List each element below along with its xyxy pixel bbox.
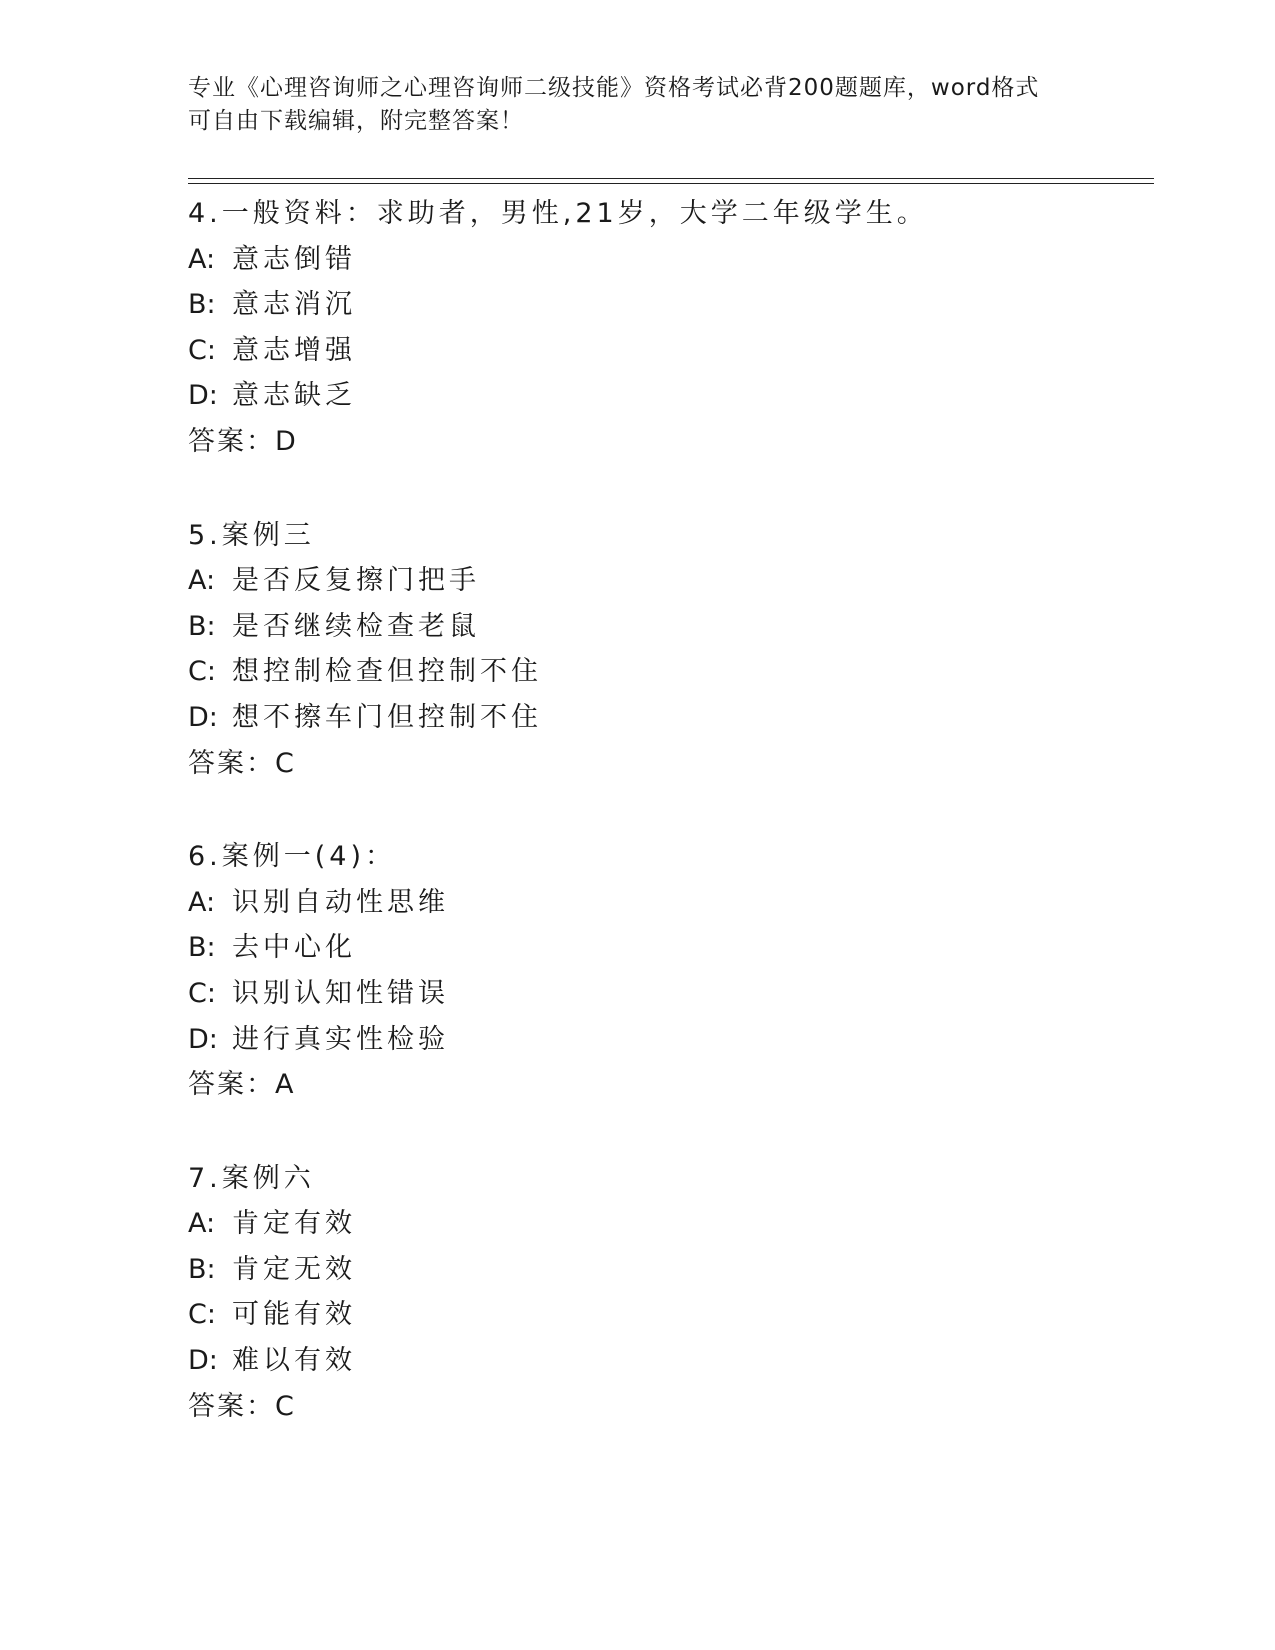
option-d [188, 1338, 1148, 1384]
header-divider-bottom [188, 183, 1154, 184]
option-text: 想不擦车门但控制不住 [232, 701, 542, 733]
option-letter: B: [188, 1253, 216, 1285]
header-line-2: 可自由下载编辑，附完整答案！ [188, 108, 524, 134]
option-a [188, 558, 1148, 604]
option-letter: A: [188, 1208, 216, 1240]
question-6 [188, 834, 1148, 1108]
option-c [188, 328, 1148, 374]
answer-line: 答案：C [188, 747, 296, 779]
option-letter: D: [188, 380, 218, 412]
question-7 [188, 1156, 1148, 1430]
question-stem: 6.案例一(4)： [188, 841, 397, 873]
header-divider-top [188, 178, 1154, 179]
option-text: 进行真实性检验 [232, 1023, 449, 1055]
option-text: 意志缺乏 [232, 380, 356, 412]
option-text: 意志增强 [232, 334, 356, 366]
option-letter: D: [188, 1023, 218, 1055]
question-list [188, 191, 1148, 1477]
answer-line: 答案：D [188, 425, 298, 457]
option-b [188, 925, 1148, 971]
option-text: 是否继续检查老鼠 [232, 610, 480, 642]
option-text: 意志倒错 [232, 243, 356, 275]
question-5 [188, 513, 1148, 787]
option-d [188, 695, 1148, 741]
option-a [188, 237, 1148, 283]
option-letter: B: [188, 610, 216, 642]
option-text: 识别认知性错误 [232, 977, 449, 1009]
option-text: 意志消沉 [232, 289, 356, 321]
option-b [188, 1247, 1148, 1293]
option-b [188, 604, 1148, 650]
option-letter: C: [188, 656, 216, 688]
answer-line: 答案：A [188, 1069, 296, 1101]
answer-line: 答案：C [188, 1390, 296, 1422]
option-letter: A: [188, 243, 216, 275]
header-line-1: 专业《心理咨询师之心理咨询师二级技能》资格考试必背200题题库，word格式 [188, 75, 1040, 101]
option-text: 难以有效 [232, 1345, 356, 1377]
question-stem: 4.一般资料：求助者，男性,21岁，大学二年级学生。 [188, 198, 928, 229]
option-c [188, 1292, 1148, 1338]
option-letter: D: [188, 1345, 218, 1377]
question-stem: 5.案例三 [188, 519, 315, 551]
option-letter: B: [188, 932, 216, 964]
option-letter: D: [188, 701, 218, 733]
option-text: 识别自动性思维 [232, 886, 449, 918]
option-d [188, 1017, 1148, 1063]
option-letter: C: [188, 334, 216, 366]
question-4 [188, 191, 1148, 465]
option-text: 肯定无效 [232, 1253, 356, 1285]
option-a [188, 1201, 1148, 1247]
option-text: 去中心化 [232, 932, 356, 964]
option-text: 想控制检查但控制不住 [232, 656, 542, 688]
option-d [188, 373, 1148, 419]
option-text: 是否反复擦门把手 [232, 565, 480, 597]
option-a [188, 880, 1148, 926]
option-c [188, 971, 1148, 1017]
option-letter: C: [188, 977, 216, 1009]
option-letter: B: [188, 289, 216, 321]
document-header [188, 72, 1088, 138]
question-stem: 7.案例六 [188, 1162, 315, 1194]
option-text: 肯定有效 [232, 1208, 356, 1240]
option-c [188, 649, 1148, 695]
option-letter: A: [188, 886, 216, 918]
option-letter: C: [188, 1299, 216, 1331]
option-letter: A: [188, 565, 216, 597]
option-b [188, 282, 1148, 328]
option-text: 可能有效 [232, 1299, 356, 1331]
